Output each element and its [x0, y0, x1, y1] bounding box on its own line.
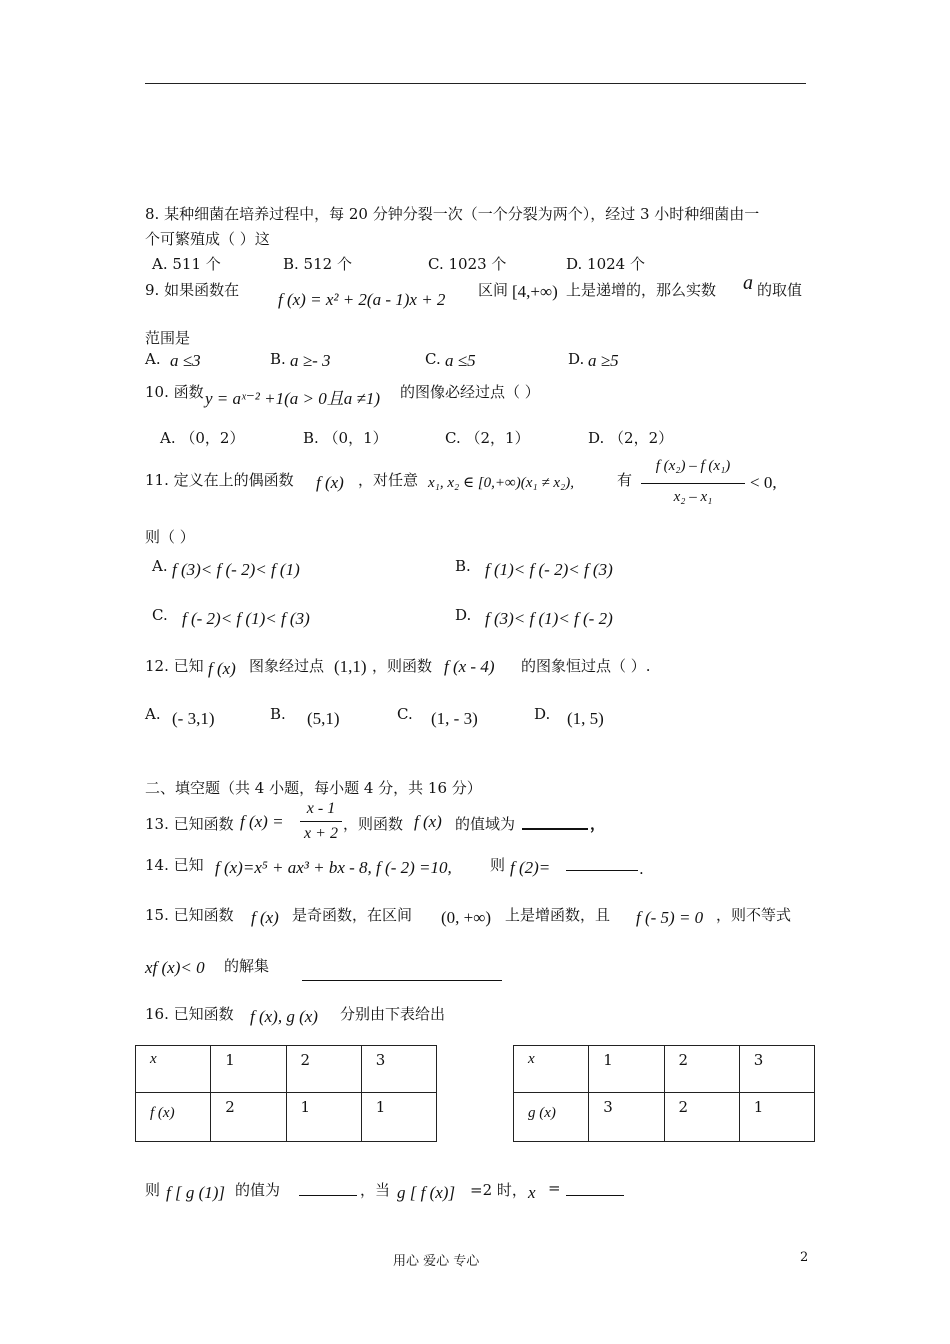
q11-have: 有 — [617, 471, 633, 489]
q9-tail: 的取值 — [757, 281, 803, 299]
q16-answer-blank-1[interactable] — [299, 1181, 357, 1196]
q8-option-c: C. 1023 个 — [428, 255, 507, 273]
footer-slogan: 用心 爱心 专心 — [393, 1254, 480, 1269]
q10-option-d: D. （2，2） — [588, 429, 674, 447]
table-f-header-x: x — [136, 1046, 211, 1093]
q12-mid2: ，则函数 — [372, 657, 433, 675]
q8-line1: 8. 某种细菌在培养过程中，每 20 分钟分裂一次（一个分裂为两个），经过 3 小时种细菌由一 — [145, 205, 760, 223]
q12-option-a: (- 3,1) — [172, 709, 215, 728]
q12-point: (1,1) — [334, 657, 367, 676]
q16-gfx: g [ f (x)] — [397, 1183, 456, 1202]
q15-fx: f (x) — [251, 908, 279, 927]
q9-option-a: a ≤3 — [170, 351, 201, 370]
q16-x: x — [528, 1183, 536, 1202]
q16-answer-prefix: 则 — [145, 1181, 161, 1199]
q9-line2: 范围是 — [145, 329, 191, 347]
q15-mid: 是奇函数，在区间 — [292, 906, 413, 924]
q13-mid: ，则函数 — [343, 815, 404, 833]
q16-answer-blank-2[interactable] — [566, 1181, 624, 1196]
q16-x-eq: = — [548, 1179, 561, 1197]
q9-option-d: a ≥5 — [588, 351, 619, 370]
q11-option-c-label: C. — [152, 606, 168, 624]
q9-option-a-label: A. — [145, 350, 161, 368]
section2-heading: 二、填空题（共 4 小题，每小题 4 分，共 16 分） — [145, 779, 482, 797]
q8-option-b: B. 512 个 — [283, 255, 352, 273]
table-f-header-2: 2 — [286, 1046, 361, 1093]
q13-answer-blank[interactable] — [522, 813, 588, 830]
table-g — [513, 1045, 815, 1142]
q16-answer-mid: 的值为 — [235, 1181, 281, 1199]
q15-line2: 的解集 — [224, 957, 270, 975]
q16-answer-eq: =2 时， — [470, 1181, 527, 1199]
q9-option-c-label: C. — [425, 350, 441, 368]
q15-prefix: 15. 已知函数 — [145, 906, 234, 924]
q11-fraction-bar — [641, 483, 745, 484]
q11-option-c: f (- 2)< f (1)< f (3) — [182, 609, 310, 628]
q10-suffix: 的图像必经过点（ ） — [400, 383, 540, 401]
q11-fx: f (x) — [316, 473, 344, 492]
table-g-row-label: g (x) — [514, 1093, 589, 1142]
q15-cond: f (- 5) = 0 — [636, 908, 704, 927]
table-f-cell-3: 1 — [361, 1093, 436, 1142]
q11-cond: x₁, x₂ ∈ [0,+∞)(x₁ ≠ x₂), — [428, 475, 574, 491]
q8-line2: 个可繁殖成（ ）这 — [145, 230, 270, 248]
table-g-header-2: 2 — [664, 1046, 739, 1093]
q12-option-b: (5,1) — [307, 709, 340, 728]
q14-f2: f (2)= — [510, 858, 551, 877]
header-rule — [145, 83, 806, 84]
table-f-header-1: 1 — [211, 1046, 286, 1093]
q8-option-a: A. 511 个 — [152, 255, 221, 273]
q15-ineq: xf (x)< 0 — [145, 958, 205, 977]
table-g-header-x: x — [514, 1046, 589, 1093]
q15-suffix: ，则不等式 — [716, 906, 792, 924]
page-number: 2 — [800, 1250, 809, 1265]
q13-fx2: f (x) — [414, 812, 442, 831]
table-f-row-label: f (x) — [136, 1093, 211, 1142]
table-g-cell-2: 2 — [664, 1093, 739, 1142]
q15-mid2: 上是增函数，且 — [505, 906, 611, 924]
q9-formula: f (x) = x² + 2(a - 1)x + 2 — [278, 290, 446, 309]
q11-option-b: f (1)< f (- 2)< f (3) — [485, 560, 613, 579]
table-f-header-3: 3 — [361, 1046, 436, 1093]
q10-prefix: 10. 函数 — [145, 383, 204, 401]
q13-denominator: x + 2 — [304, 825, 338, 842]
q10-formula: y = aˣ⁻² +1(a > 0且a ≠1) — [205, 389, 380, 408]
q9-mid: 区间 — [478, 281, 509, 299]
q15-interval: (0, +∞) — [441, 908, 492, 927]
table-g-cell-1: 3 — [589, 1093, 664, 1142]
q11-option-d-label: D. — [455, 606, 472, 624]
q11-line2: 则（ ） — [145, 528, 195, 546]
q11-prefix: 11. 定义在上的偶函数 — [145, 471, 294, 489]
q10-option-b: B. （0，1） — [303, 429, 388, 447]
q9-suffix: 上是递增的，那么实数 — [566, 281, 717, 299]
q11-option-a: f (3)< f (- 2)< f (1) — [172, 560, 300, 579]
q14-answer-blank[interactable] — [566, 856, 638, 871]
q12-mid: 图象经过点 — [249, 657, 325, 675]
q16-prefix: 16. 已知函数 — [145, 1005, 234, 1023]
q9-option-b-label: B. — [270, 350, 286, 368]
q11-denominator: x₂ – x₁ — [673, 489, 713, 505]
q12-suffix: 的图象恒过点（ ）. — [521, 657, 651, 675]
q9-option-d-label: D. — [568, 350, 585, 368]
q11-mid: ，对任意 — [358, 471, 419, 489]
q13-end: ， — [590, 815, 606, 833]
table-f-cell-1: 2 — [211, 1093, 286, 1142]
q12-prefix: 12. 已知 — [145, 657, 204, 675]
q11-option-a-label: A. — [152, 557, 168, 575]
q10-option-c: C. （2，1） — [445, 429, 530, 447]
q13-fraction-bar — [300, 821, 342, 822]
q12-option-c-label: C. — [397, 705, 413, 723]
q14-prefix: 14. 已知 — [145, 856, 204, 874]
table-g-cell-3: 1 — [739, 1093, 814, 1142]
q12-option-a-label: A. — [145, 705, 161, 723]
q13-suffix: 的值域为 — [455, 815, 516, 833]
q16-fg1: f [ g (1)] — [166, 1183, 226, 1202]
q12-fx: f (x) — [208, 659, 236, 678]
q12-option-d: (1, 5) — [567, 709, 604, 728]
q9-prefix: 9. 如果函数在 — [145, 281, 240, 299]
table-g-header-3: 3 — [739, 1046, 814, 1093]
q12-option-b-label: B. — [270, 705, 286, 723]
q12-option-d-label: D. — [534, 705, 551, 723]
q14-formula: f (x)=x⁵ + ax³ + bx - 8, f (- 2) =10, — [215, 858, 452, 877]
q9-option-b: a ≥- 3 — [290, 351, 331, 370]
q13-fx: f (x) = — [240, 812, 284, 831]
q13-prefix: 13. 已知函数 — [145, 815, 234, 833]
q9-option-c: a ≤5 — [445, 351, 476, 370]
table-f-cell-2: 1 — [286, 1093, 361, 1142]
q16-suffix: 分别由下表给出 — [340, 1005, 446, 1023]
q12-option-c: (1, - 3) — [431, 709, 478, 728]
q11-numerator: f (x₂) – f (x₁) — [655, 458, 731, 474]
q14-end: . — [639, 860, 644, 878]
q16-answer-mid2: ，当 — [360, 1181, 391, 1199]
q14-then: 则 — [490, 856, 506, 874]
q9-interval: [4,+∞) — [512, 282, 558, 301]
q9-var: a — [743, 272, 753, 294]
q12-fx4: f (x - 4) — [444, 657, 495, 676]
q11-option-d: f (3)< f (1)< f (- 2) — [485, 609, 613, 628]
q11-ineq: < 0, — [750, 473, 777, 492]
table-g-header-1: 1 — [589, 1046, 664, 1093]
q11-option-b-label: B. — [455, 557, 471, 575]
q15-answer-blank[interactable] — [302, 966, 502, 981]
q16-fg: f (x), g (x) — [250, 1007, 318, 1026]
q10-option-a: A. （0，2） — [160, 429, 245, 447]
q8-option-d: D. 1024 个 — [566, 255, 645, 273]
q13-numerator: x - 1 — [306, 800, 336, 817]
table-f — [135, 1045, 437, 1142]
